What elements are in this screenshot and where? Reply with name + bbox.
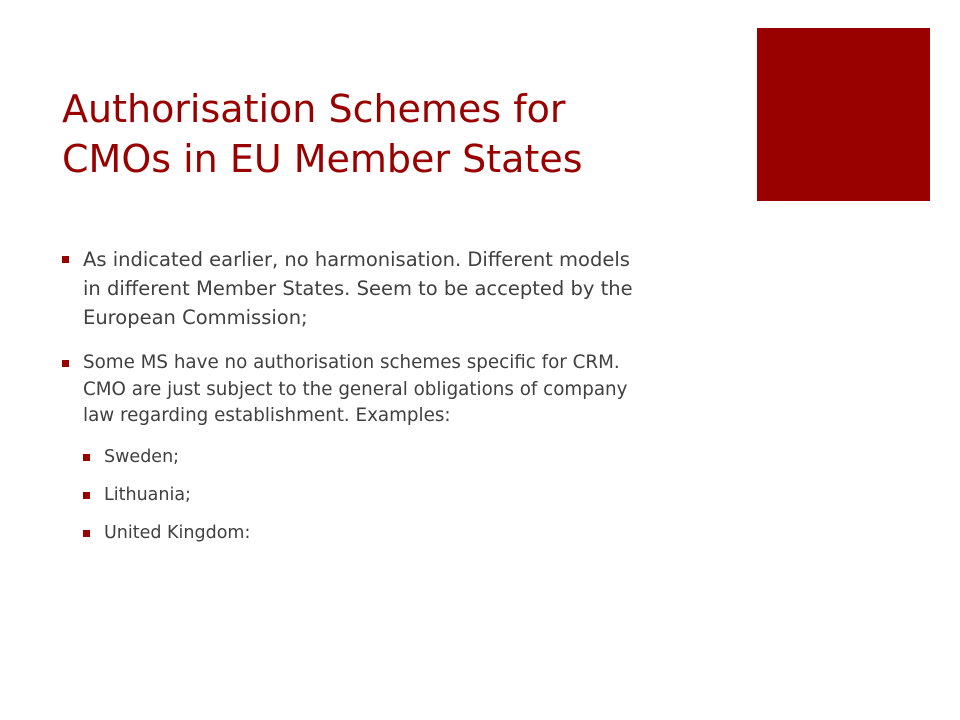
bullet-text-line: European Commission;: [83, 306, 308, 329]
bullet-item: [62, 350, 842, 430]
sub-bullet-item: [83, 521, 842, 545]
bullet-text-line: As indicated earlier, no harmonisation. Different models: [83, 248, 630, 271]
bullet-text-line: Some MS have no authorisation schemes specific for CRM.: [83, 352, 620, 373]
bullet-text-line: in different Member States. Seem to be accepted by the: [83, 277, 633, 300]
sub-bullet-text: Lithuania;: [104, 484, 191, 505]
square-bullet-icon: [83, 530, 90, 537]
bullet-text-line: law regarding establishment. Examples:: [83, 405, 451, 426]
title-line: Authorisation Schemes for: [62, 87, 566, 131]
sub-bullet-text: Sweden;: [104, 446, 180, 467]
bullet-item: [62, 245, 842, 332]
sub-bullet-item: [83, 483, 842, 507]
square-bullet-icon: [83, 454, 90, 461]
title-line: CMOs in EU Member States: [62, 137, 583, 181]
sub-bullet-text: United Kingdom:: [104, 522, 251, 543]
square-bullet-icon: [62, 360, 69, 367]
accent-block: [757, 28, 930, 201]
sub-bullet-item: [83, 445, 842, 469]
bullet-text-line: CMO are just subject to the general obligations of company: [83, 378, 628, 400]
bullet-list: [62, 245, 842, 559]
square-bullet-icon: [62, 256, 69, 263]
slide-title: [62, 84, 742, 184]
square-bullet-icon: [83, 492, 90, 499]
